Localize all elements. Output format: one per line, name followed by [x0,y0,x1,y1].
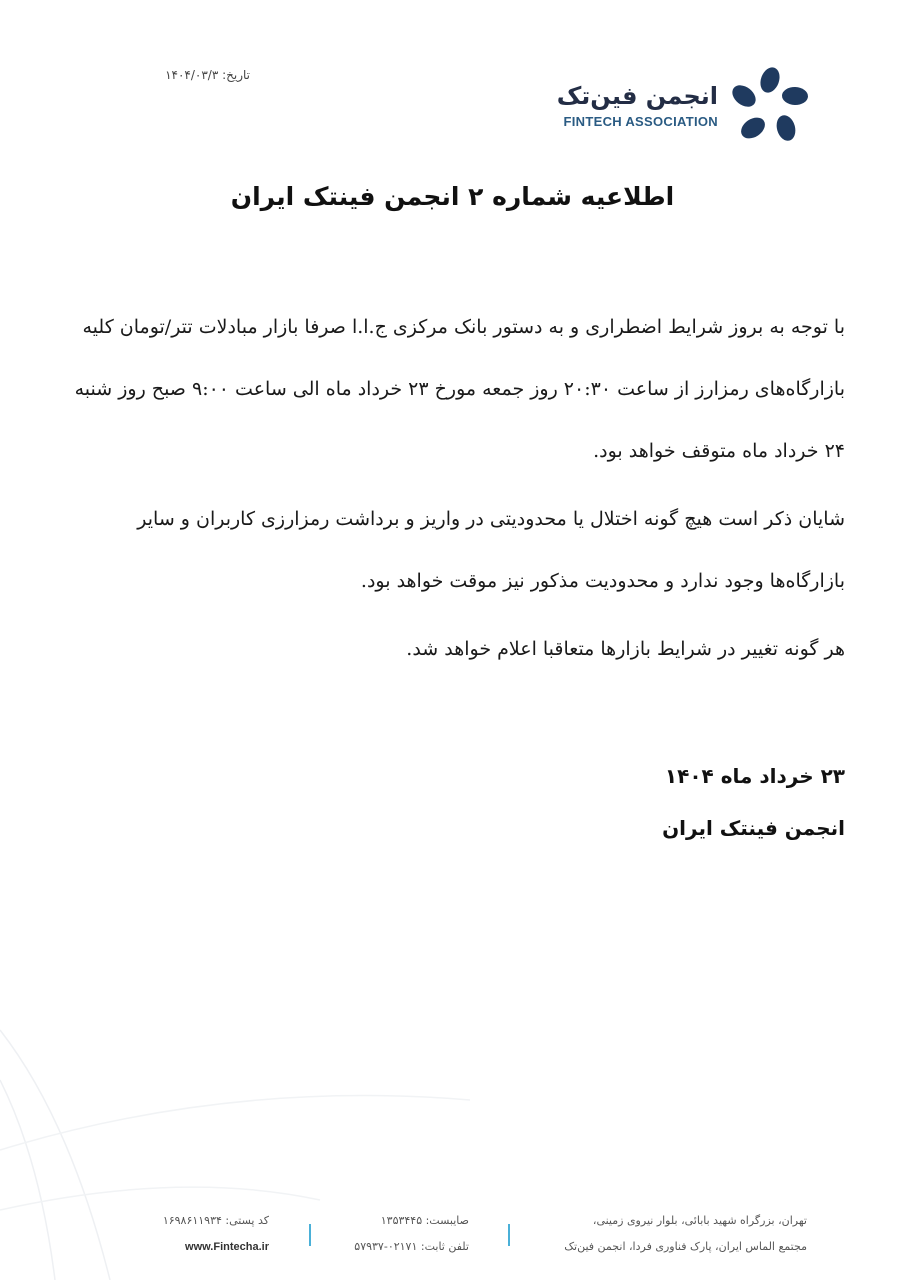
background-arc [0,1187,320,1210]
logo-english-name: FINTECH ASSOCIATION [563,114,718,129]
announcement-body [60,296,845,680]
fintech-association-logo [557,66,810,146]
signature-block [662,760,845,844]
body-paragraph: شایان ذکر است هیچ گونه اختلال یا محدودیتی در واریز و برداشت رمزارزی کاربران و سایر بازارگاه‌ها وجود ندارد و محدودیت مذکور نیز موقت خواهد بود. [137,508,845,592]
logo-text [557,81,718,131]
website-link[interactable]: www.Fintecha.ir [185,1241,269,1253]
footer-phone: تلفن ثابت: ۰۲۱۷۱-۵۷۹۳۷ [354,1240,469,1253]
issue-date: تاریخ: ۱۴۰۴/۰۳/۳ [165,68,250,82]
footer-address-line: تهران، بزرگراه شهید بابائی، بلوار نیروی زمینی، [592,1214,807,1227]
footer-separator [508,1224,510,1246]
footer-separator [309,1224,311,1246]
background-arc [0,1096,470,1150]
footer-address-line: مجتمع الماس ایران، پارک فناوری فردا، انجمن فین‌تک [564,1240,807,1253]
footer-postal-code: کد پستی: ۱۶۹۸۶۱۱۹۳۴ [162,1214,269,1227]
fintech-logo-icon [730,66,810,146]
body-paragraph: با توجه به بروز شرایط اضطراری و به دستور بانک مرکزی ج.ا.ا صرفا بازار مبادلات تتر/تومان کلیه بازارگاه‌های رمزارز از ساعت ۲۰:۳۰ روز جمعه مورخ ۲۳ خرداد ماه الی ساعت ۹:۰۰ صبح روز شنبه ۲۴ خرداد ماه متوقف خواهد بود. [74,316,845,462]
signature-organization: انجمن فینتک ایران [662,816,845,840]
footer-address [527,1208,807,1260]
footer-site-number: صایبست: ۱۳۵۳۴۴۵ [380,1214,469,1227]
signature-date: ۲۳ خرداد ماه ۱۴۰۴ [664,764,845,788]
footer-postal [99,1208,269,1260]
logo-persian-name: انجمن فین‌تک [556,82,718,110]
announcement-title: اطلاعیه شماره ۲ انجمن فینتک ایران [230,182,675,211]
body-paragraph: هر گونه تغییر در شرایط بازارها متعاقبا اعلام خواهد شد. [406,638,845,660]
footer [0,1208,905,1258]
footer-contact [299,1208,469,1260]
